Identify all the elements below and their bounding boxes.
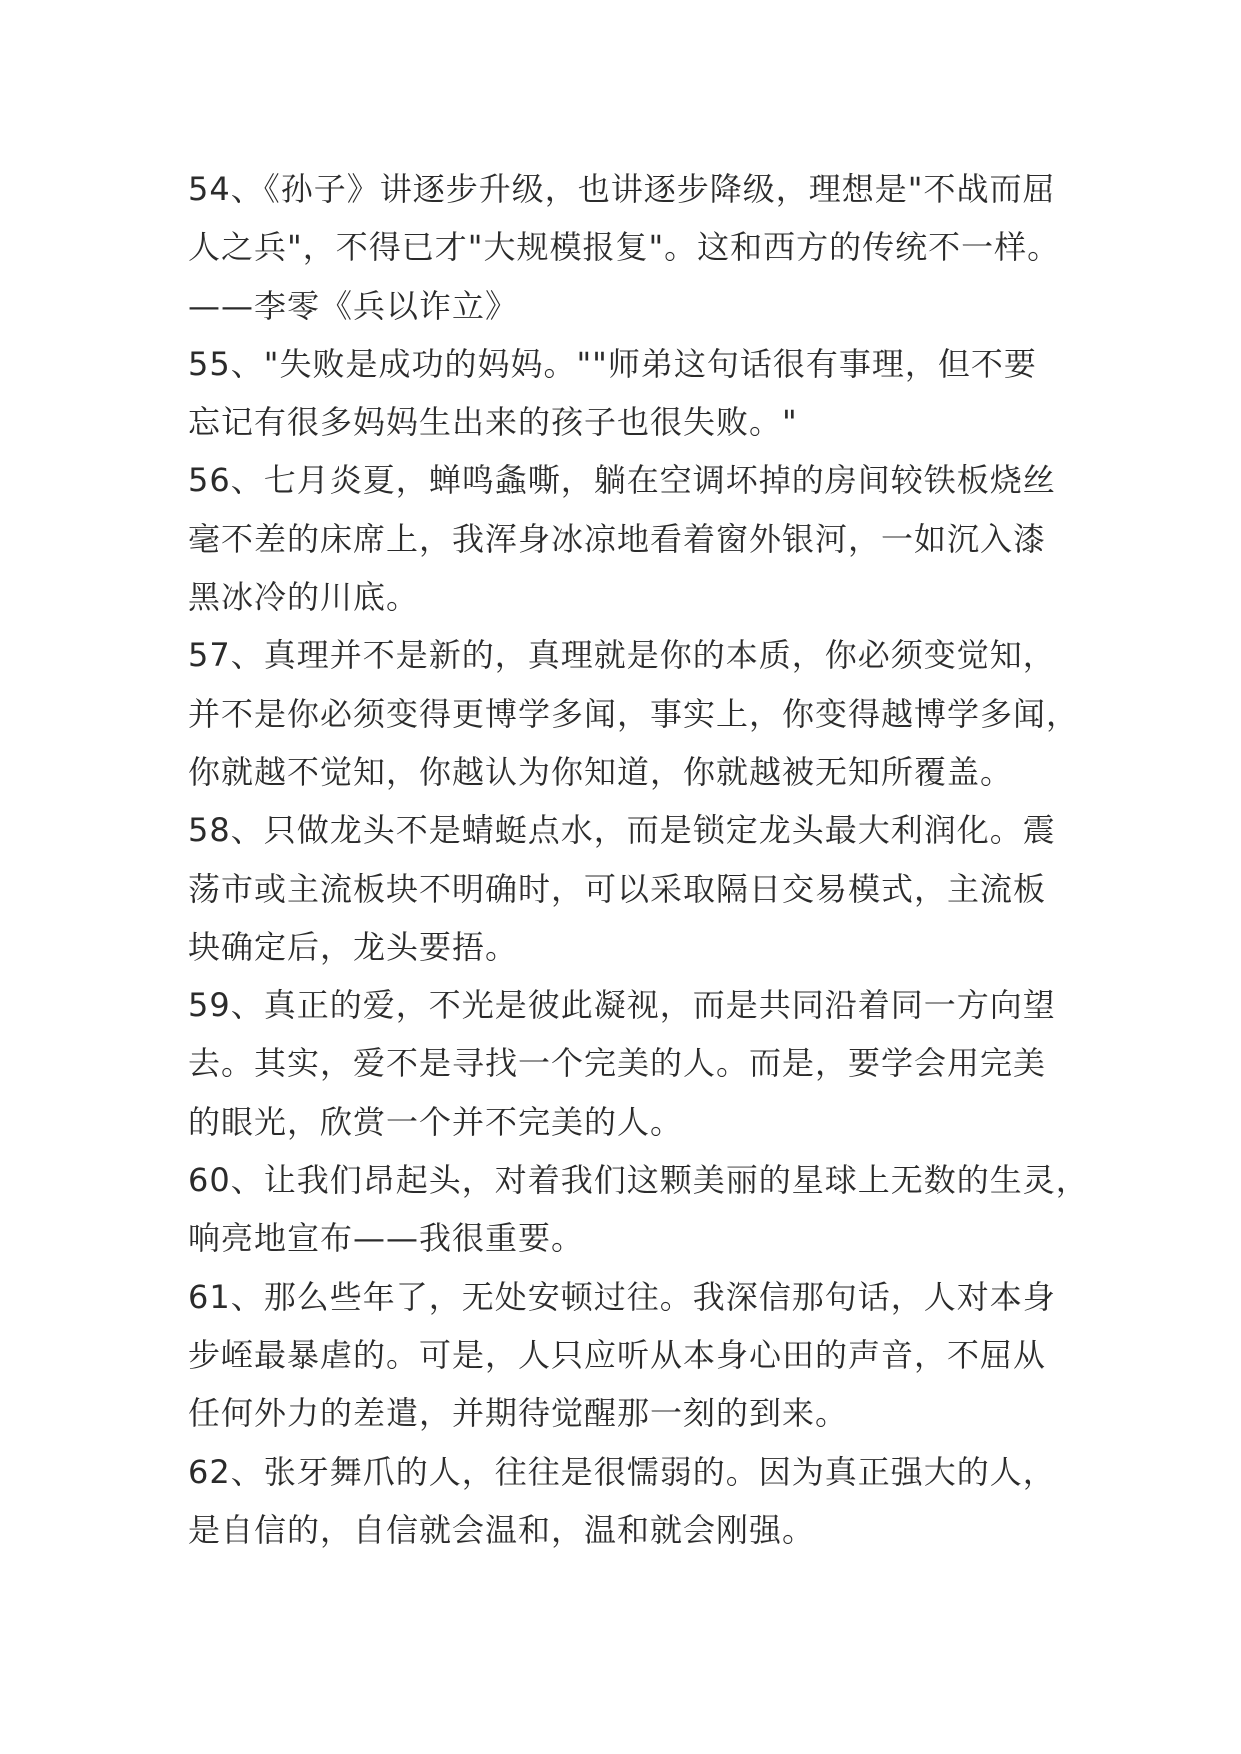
document-body: [188, 160, 1089, 1559]
text-line: 步峌最暴虐的。可是，人只应听从本身心田的声音，不屈从: [188, 1335, 1047, 1374]
text-line: 荡市或主流板块不明确时，可以采取隔日交易模式，主流板: [188, 869, 1047, 908]
text-line: 响亮地宣布——我很重要。: [188, 1219, 585, 1258]
text-line: 55、"失败是成功的妈妈。""师弟这句话很有事理，但不要: [188, 344, 1037, 383]
text-line: 并不是你必须变得更博学多闻，事实上，你变得越博学多闻，: [188, 694, 1080, 733]
text-line: 是自信的，自信就会温和，温和就会刚强。: [188, 1510, 816, 1549]
text-line: 人之兵"，不得已才"大规模报复"。这和西方的传统不一样。: [188, 228, 1061, 267]
text-line: 块确定后，龙头要捂。: [188, 927, 519, 966]
text-line: 62、张牙舞爪的人，往往是很懦弱的。因为真正强大的人，: [188, 1452, 1056, 1491]
text-line: 59、真正的爱，不光是彼此凝视，而是共同沿着同一方向望: [188, 986, 1056, 1025]
text-line: 忘记有很多妈妈生出来的孩子也很失败。": [188, 403, 798, 442]
text-line: 去。其实，爱不是寻找一个完美的人。而是，要学会用完美: [188, 1044, 1047, 1083]
text-line: 61、那么些年了，无处安顿过往。我深信那句话，人对本身: [188, 1277, 1056, 1316]
text-line: ——李零《兵以诈立》: [188, 286, 519, 325]
text-line: 的眼光，欣赏一个并不完美的人。: [188, 1102, 684, 1141]
text-line: 黑冰冷的川底。: [188, 578, 420, 617]
text-line: 58、只做龙头不是蜻蜓点水，而是锁定龙头最大利润化。震: [188, 811, 1056, 850]
text-line: 60、让我们昂起头，对着我们这颗美丽的星球上无数的生灵，: [188, 1161, 1089, 1200]
text-line: 56、七月炎夏，蝉鸣螽嘶，躺在空调坏掉的房间较铁板烧丝: [188, 461, 1056, 500]
text-line: 54、《孙子》讲逐步升级，也讲逐步降级，理想是"不战而屈: [188, 170, 1056, 208]
text-line: 任何外力的差遣，并期待觉醒那一刻的到来。: [188, 1394, 849, 1433]
text-line: 57、真理并不是新的，真理就是你的本质，你必须变觉知，: [188, 636, 1056, 675]
text-line: 你就越不觉知，你越认为你知道，你就越被无知所覆盖。: [188, 752, 1014, 791]
text-line: 毫不差的床席上，我浑身冰凉地看着窗外银河，一如沉入漆: [188, 519, 1047, 558]
